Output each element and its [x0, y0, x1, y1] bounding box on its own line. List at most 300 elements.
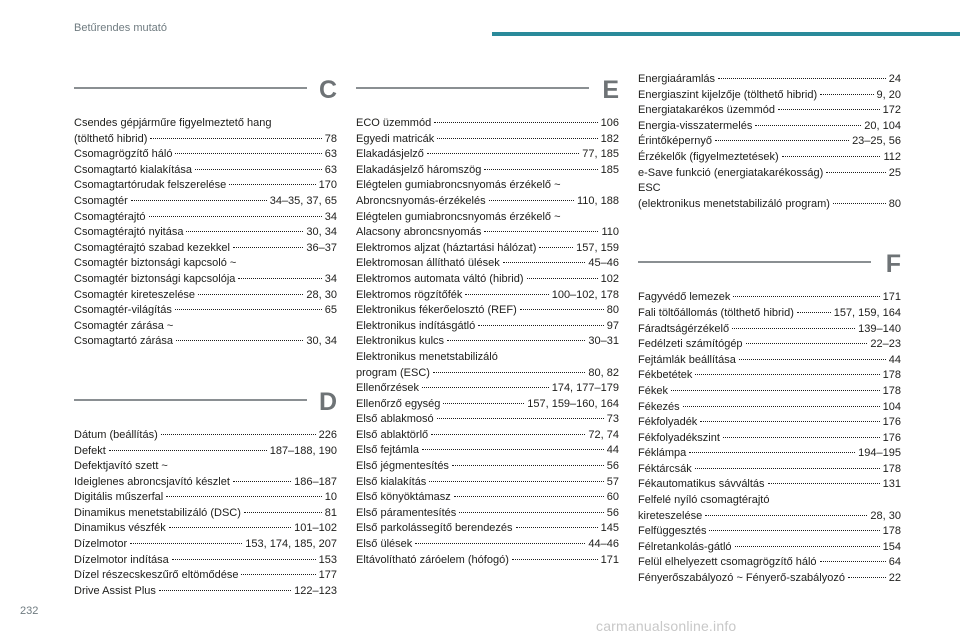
entry-term: Elégtelen gumiabroncsnyomás érzékelő ~	[356, 210, 561, 223]
index-section	[74, 78, 337, 350]
entry-page-reference[interactable]: 22–23	[870, 338, 901, 351]
entry-page-reference[interactable]: 65	[324, 304, 337, 317]
entry-page-reference[interactable]: 112	[883, 150, 901, 163]
entry-term: Csomagtér	[74, 194, 128, 207]
entry-term: Elektromos aljzat (háztartási hálózat)	[356, 241, 537, 254]
entry-page-reference[interactable]: 131	[882, 478, 901, 491]
dot-leader	[241, 573, 315, 575]
entry-page-reference[interactable]: 178	[882, 369, 901, 382]
index-entry	[638, 337, 901, 353]
dot-leader	[527, 277, 598, 279]
index-column-2	[356, 78, 619, 568]
entry-term: Energiaáramlás	[638, 73, 716, 85]
dot-leader	[172, 558, 316, 560]
entry-term: Első ülések	[356, 538, 413, 551]
entry-term: Energiaszint kijelzője (tölthető hibrid)	[638, 88, 818, 101]
index-entry	[638, 415, 901, 431]
index-section	[356, 78, 619, 568]
index-column-1	[74, 78, 337, 599]
index-entry	[638, 493, 901, 509]
entry-page-reference[interactable]: 104	[882, 400, 901, 413]
entry-page-reference[interactable]: 45–46	[588, 257, 619, 270]
dot-leader	[797, 311, 831, 313]
index-entry	[356, 412, 619, 428]
entry-term: Féklámpa	[638, 447, 687, 460]
entry-page-reference[interactable]: 80	[606, 304, 619, 317]
entry-page-reference[interactable]: 63	[324, 148, 337, 161]
entry-page-reference[interactable]: 30, 34	[306, 226, 337, 239]
section-letter: D	[318, 387, 337, 416]
entry-page-reference[interactable]: 110, 188	[576, 194, 619, 207]
entry-term: Csomagtér-világítás	[74, 304, 172, 317]
index-entry	[638, 524, 901, 540]
section-heading	[74, 387, 337, 416]
dot-leader	[437, 417, 604, 419]
index-entry	[356, 366, 619, 382]
index-entry	[74, 521, 337, 537]
index-entry	[638, 477, 901, 493]
index-entry	[356, 303, 619, 319]
entry-term: Csomagtérajtó szabad kezekkel	[74, 241, 230, 254]
entry-page-reference[interactable]: 72, 74	[588, 428, 619, 441]
entry-page-reference[interactable]: 24	[888, 73, 901, 85]
entry-page-reference[interactable]: 186–187	[294, 475, 337, 488]
entry-term: Digitális műszerfal	[74, 491, 164, 504]
entry-term: Félretankolás-gátló	[638, 540, 732, 553]
index-entry	[356, 241, 619, 257]
entry-page-reference[interactable]: 139–140	[858, 322, 901, 335]
entry-page-reference[interactable]: 157, 159	[576, 241, 619, 254]
entry-term: Érintőképernyő	[638, 135, 712, 148]
index-entry	[356, 459, 619, 475]
index-entry	[356, 537, 619, 553]
dot-leader	[826, 171, 885, 173]
entry-page-reference[interactable]: 77, 185	[582, 148, 619, 161]
dot-leader	[244, 511, 322, 513]
entry-term: Csomagrögzítő háló	[74, 148, 173, 161]
entry-page-reference[interactable]: 22	[888, 572, 901, 585]
index-entry	[74, 568, 337, 584]
index-entry	[74, 272, 337, 288]
index-entry	[74, 132, 337, 148]
entry-term: Drive Assist Plus	[74, 584, 156, 597]
entry-page-reference[interactable]: 157, 159, 164	[833, 306, 901, 319]
index-entry	[74, 444, 337, 460]
entry-term: Elektromos automata váltó (hibrid)	[356, 272, 524, 285]
entry-page-reference[interactable]: 9, 20	[876, 88, 901, 101]
entry-term: Első páramentesítés	[356, 506, 457, 519]
index-entry	[74, 475, 337, 491]
section-rule	[74, 87, 307, 89]
dot-leader	[739, 358, 886, 360]
entry-page-reference[interactable]: 20, 104	[864, 119, 901, 132]
entry-term: Fékezés	[638, 400, 680, 413]
section-rule	[356, 87, 589, 89]
entry-term: ECO üzemmód	[356, 117, 432, 129]
index-entry	[74, 428, 337, 444]
section-heading	[356, 78, 619, 104]
entry-page-reference[interactable]: 187–188, 190	[269, 444, 337, 457]
entry-term: Elektronikus fékerőelosztó (REF)	[356, 304, 517, 317]
index-entry	[638, 103, 901, 119]
entry-page-reference[interactable]: 106	[600, 117, 619, 129]
entry-term: ESC	[638, 182, 661, 195]
entry-term: Ideiglenes abroncsjavító készlet	[74, 475, 230, 488]
dot-leader	[820, 560, 886, 562]
entry-page-reference[interactable]: 110	[601, 226, 619, 239]
entry-term: Fékbetétek	[638, 369, 693, 382]
index-entry	[74, 490, 337, 506]
dot-leader	[443, 402, 524, 404]
index-entry	[638, 368, 901, 384]
entry-term: Elakadásjelző	[356, 148, 424, 161]
dot-leader	[175, 308, 322, 310]
dot-leader	[503, 261, 586, 263]
dot-leader	[109, 449, 267, 451]
dot-leader	[233, 246, 303, 248]
index-entry	[638, 166, 901, 182]
section-rule	[638, 261, 871, 263]
entry-page-reference[interactable]: 34–35, 37, 65	[269, 194, 337, 207]
dot-leader	[718, 77, 886, 79]
index-entry	[356, 319, 619, 335]
index-entry	[356, 210, 619, 226]
entry-page-reference[interactable]: 25	[888, 166, 901, 179]
dot-leader	[149, 215, 322, 217]
dot-leader	[671, 389, 880, 391]
index-entry	[638, 400, 901, 416]
dot-leader	[695, 467, 880, 469]
dot-leader	[715, 139, 849, 141]
running-header-title: Betűrendes mutató	[74, 22, 167, 34]
page-number: 232	[20, 605, 39, 617]
section-rule	[74, 399, 307, 401]
entry-page-reference[interactable]: 81	[324, 506, 337, 519]
entry-term: Csomagtér biztonsági kapcsolója	[74, 272, 236, 285]
dot-leader	[422, 386, 549, 388]
dot-leader	[683, 405, 880, 407]
entry-term: e-Save funkció (energiatakarékosság)	[638, 166, 824, 179]
index-entry	[356, 490, 619, 506]
index-entry	[74, 241, 337, 257]
entry-page-reference[interactable]: 172	[882, 104, 901, 117]
index-entry	[356, 256, 619, 272]
dot-leader	[150, 137, 321, 139]
index-entry	[356, 116, 619, 132]
dot-leader	[431, 433, 585, 435]
entry-page-reference[interactable]: 23–25, 56	[852, 135, 901, 148]
entry-page-reference[interactable]: 56	[606, 460, 619, 473]
index-entry	[356, 506, 619, 522]
entry-term: Elakadásjelző háromszög	[356, 163, 482, 176]
entry-term: Fékautomatikus sávváltás	[638, 478, 765, 491]
index-entry	[356, 272, 619, 288]
section-letter: E	[602, 76, 619, 104]
entry-term: Első fejtámla	[356, 444, 419, 457]
index-entry	[74, 319, 337, 335]
entry-page-reference[interactable]: 157, 159–160, 164	[527, 397, 619, 410]
dot-leader	[746, 342, 868, 344]
index-entry	[74, 178, 337, 194]
entry-page-reference[interactable]: 80	[888, 197, 901, 210]
index-entry	[356, 132, 619, 148]
index-entry	[638, 134, 901, 150]
dot-leader	[709, 529, 879, 531]
index-entry	[638, 181, 901, 197]
index-entry	[356, 475, 619, 491]
entry-page-reference[interactable]: 122–123	[294, 584, 337, 597]
dot-leader	[229, 183, 315, 185]
entry-page-reference[interactable]: 28, 30	[870, 509, 901, 522]
index-entry	[74, 288, 337, 304]
dot-leader	[161, 433, 316, 435]
index-entry	[74, 303, 337, 319]
index-entry	[356, 194, 619, 210]
entry-page-reference[interactable]: 60	[606, 491, 619, 504]
index-section	[74, 387, 337, 600]
entry-page-reference[interactable]: 101–102	[294, 522, 337, 535]
entry-page-reference[interactable]: 178	[882, 525, 901, 538]
dot-leader	[695, 373, 879, 375]
dot-leader	[166, 495, 322, 497]
entry-page-reference[interactable]: 44	[606, 444, 619, 457]
index-entry	[356, 178, 619, 194]
index-entry	[638, 322, 901, 338]
index-entry	[74, 553, 337, 569]
entry-term: Csomagtérajtó nyitása	[74, 226, 184, 239]
entry-page-reference[interactable]: 171	[600, 553, 619, 566]
index-entry	[356, 428, 619, 444]
entry-term: Dízel részecskeszűrő eltömődése	[74, 569, 239, 582]
entry-term: Elégtelen gumiabroncsnyomás érzékelő ~	[356, 179, 561, 192]
entry-page-reference[interactable]: 30–31	[588, 335, 619, 348]
index-entry	[74, 116, 337, 132]
dot-leader	[422, 448, 604, 450]
index-entry	[638, 571, 901, 587]
entry-page-reference[interactable]: 226	[318, 428, 337, 441]
entry-term: Csomagtartó kialakítása	[74, 163, 192, 176]
entry-term: Csendes gépjárműre figyelmeztető hang	[74, 117, 272, 129]
index-entry	[74, 225, 337, 241]
entry-term: Elektromos rögzítőfék	[356, 288, 463, 301]
entry-term: Csomagtérajtó	[74, 210, 146, 223]
entry-term: Defektjavító szett ~	[74, 460, 168, 473]
entry-term: Csomagtartórudak felszerelése	[74, 179, 227, 192]
entry-page-reference[interactable]: 80, 82	[588, 366, 619, 379]
index-entry	[356, 334, 619, 350]
dot-leader	[454, 495, 604, 497]
entry-term: Dízelmotor	[74, 538, 128, 551]
entry-term: Egyedi matricák	[356, 132, 435, 145]
entry-page-reference[interactable]: 176	[882, 431, 901, 444]
index-entry	[356, 225, 619, 241]
dot-leader	[732, 327, 855, 329]
dot-leader	[415, 542, 585, 544]
dot-leader	[689, 451, 855, 453]
dot-leader	[755, 124, 861, 126]
index-entry	[356, 443, 619, 459]
index-entry	[356, 147, 619, 163]
entry-term: Fékfolyadék	[638, 416, 698, 429]
dot-leader	[735, 545, 880, 547]
dot-leader	[195, 168, 322, 170]
entry-page-reference[interactable]: 57	[606, 475, 619, 488]
entry-page-reference[interactable]: 176	[882, 416, 901, 429]
entry-page-reference[interactable]: 34	[324, 210, 337, 223]
entry-term: Első ablakmosó	[356, 413, 434, 426]
index-entry	[638, 72, 901, 88]
dot-leader	[429, 480, 603, 482]
entry-term: Fagyvédő lemezek	[638, 291, 731, 304]
entry-term: Dinamikus menetstabilizáló (DSC)	[74, 506, 241, 519]
dot-leader	[465, 293, 548, 295]
index-entry	[356, 350, 619, 366]
entry-term: Felül elhelyezett csomagrögzítő háló	[638, 556, 817, 569]
dot-leader	[782, 155, 881, 157]
dot-leader	[489, 199, 574, 201]
entry-page-reference[interactable]: 170	[318, 179, 337, 192]
entry-term: Abroncsnyomás-érzékelés	[356, 194, 486, 207]
entry-term: Csomagtér kireteszelése	[74, 288, 196, 301]
dot-leader	[778, 108, 880, 110]
dot-leader	[433, 371, 585, 373]
entry-term: Első parkolássegítő berendezés	[356, 522, 513, 535]
entry-term: Ellenőrző egység	[356, 397, 441, 410]
section-heading	[638, 252, 901, 278]
index-entry	[638, 555, 901, 571]
dot-leader	[484, 168, 597, 170]
entry-page-reference[interactable]: 34	[324, 272, 337, 285]
entry-page-reference[interactable]: 10	[324, 491, 337, 504]
entry-term: Első ablaktörlő	[356, 428, 429, 441]
dot-leader	[186, 230, 303, 232]
entry-page-reference[interactable]: 182	[600, 132, 619, 145]
index-entry	[356, 163, 619, 179]
dot-leader	[131, 199, 267, 201]
entry-term: Fékfolyadékszint	[638, 431, 720, 444]
index-entry	[74, 163, 337, 179]
dot-leader	[176, 339, 303, 341]
dot-leader	[820, 93, 873, 95]
entry-page-reference[interactable]: 36–37	[306, 241, 337, 254]
dot-leader	[512, 558, 598, 560]
entry-page-reference[interactable]: 100–102, 178	[551, 288, 619, 301]
index-entry	[356, 381, 619, 397]
entry-page-reference[interactable]: 145	[600, 522, 619, 535]
entry-term: Fali töltőállomás (tölthető hibrid)	[638, 306, 794, 319]
dot-leader	[723, 436, 880, 438]
entry-term: Felfüggesztés	[638, 525, 707, 538]
index-entry	[74, 194, 337, 210]
index-entry	[638, 353, 901, 369]
entry-term: Energia-visszatermelés	[638, 119, 753, 132]
entry-page-reference[interactable]: 64	[888, 556, 901, 569]
entry-term: (elektronikus menetstabilizáló program)	[638, 197, 830, 210]
index-entry	[638, 384, 901, 400]
entry-page-reference[interactable]: 153, 174, 185, 207	[245, 538, 337, 551]
entry-page-reference[interactable]: 177	[318, 569, 337, 582]
entry-term: Ellenőrzések	[356, 382, 419, 395]
entry-page-reference[interactable]: 28, 30	[306, 288, 337, 301]
entry-term: Fáradtságérzékelő	[638, 322, 730, 335]
index-column-3	[638, 72, 901, 587]
dot-leader	[130, 542, 242, 544]
entry-term: Fékek	[638, 384, 668, 397]
dot-leader	[733, 295, 879, 297]
index-entry	[74, 584, 337, 600]
entry-page-reference[interactable]: 194–195	[858, 447, 901, 460]
entry-page-reference[interactable]: 56	[606, 506, 619, 519]
dot-leader	[539, 246, 573, 248]
entry-term: Energiatakarékos üzemmód	[638, 104, 775, 117]
index-entry	[356, 397, 619, 413]
entry-page-reference[interactable]: 73	[606, 413, 619, 426]
index-entry	[638, 197, 901, 213]
entry-term: Féktárcsák	[638, 462, 692, 475]
entry-page-reference[interactable]: 44–46	[588, 538, 619, 551]
entry-page-reference[interactable]: 102	[600, 272, 619, 285]
header-accent-bar	[492, 32, 960, 36]
dot-leader	[198, 293, 303, 295]
index-entry	[638, 290, 901, 306]
entry-term: Első könyöktámasz	[356, 491, 451, 504]
dot-leader	[833, 202, 886, 204]
entry-term: Elektronikus kulcs	[356, 335, 445, 348]
dot-leader	[169, 526, 291, 528]
dot-leader	[520, 308, 604, 310]
entry-page-reference[interactable]: 153	[318, 553, 337, 566]
index-section	[638, 72, 901, 212]
entry-term: Alacsony abroncsnyomás	[356, 226, 482, 239]
index-entry	[638, 431, 901, 447]
dot-leader	[434, 121, 597, 123]
entry-page-reference[interactable]: 174, 177–179	[551, 382, 619, 395]
entry-page-reference[interactable]: 44	[888, 353, 901, 366]
entry-page-reference[interactable]: 178	[882, 462, 901, 475]
entry-page-reference[interactable]: 154	[882, 540, 901, 553]
entry-page-reference[interactable]: 97	[606, 319, 619, 332]
entry-term: Defekt	[74, 444, 106, 457]
dot-leader	[484, 230, 598, 232]
entry-page-reference[interactable]: 63	[324, 163, 337, 176]
dot-leader	[516, 526, 598, 528]
entry-page-reference[interactable]: 178	[882, 384, 901, 397]
index-entry	[74, 537, 337, 553]
entry-page-reference[interactable]: 171	[882, 291, 901, 304]
index-entry	[638, 446, 901, 462]
index-entry	[638, 509, 901, 525]
dot-leader	[447, 339, 585, 341]
index-entry	[356, 288, 619, 304]
index-entry	[638, 306, 901, 322]
entry-page-reference[interactable]: 185	[600, 163, 619, 176]
entry-term: Felfelé nyíló csomagtérajtó	[638, 494, 770, 507]
dot-leader	[705, 514, 867, 516]
dot-leader	[175, 152, 321, 154]
entry-term: Csomagtér zárása ~	[74, 319, 174, 332]
index-entry	[74, 506, 337, 522]
index-entry	[638, 119, 901, 135]
watermark: carmanualsonline.info	[596, 618, 737, 634]
entry-page-reference[interactable]: 30, 34	[306, 335, 337, 348]
entry-page-reference[interactable]: 78	[324, 132, 337, 145]
entry-term: Fedélzeti számítógép	[638, 338, 743, 351]
index-entry	[638, 540, 901, 556]
dot-leader	[233, 480, 291, 482]
index-entry	[356, 553, 619, 569]
entry-term: Elektronikus indításgátló	[356, 319, 476, 332]
dot-leader	[452, 464, 604, 466]
